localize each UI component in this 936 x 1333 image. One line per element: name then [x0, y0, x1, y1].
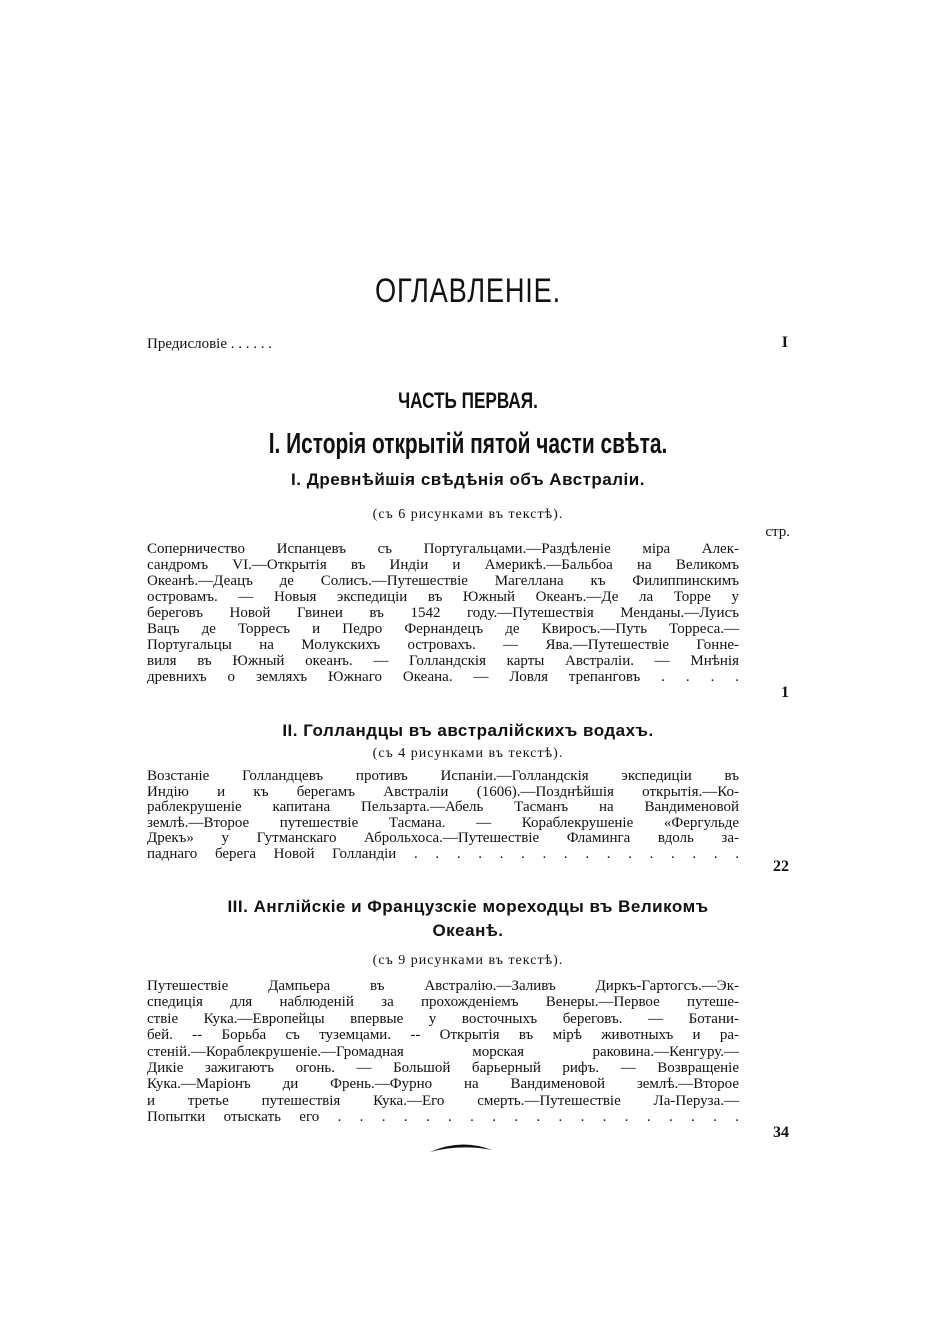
text-line: Соперничество Испанцевъ съ Португальцами.—Раздѣленіе міра Алек-: [147, 541, 739, 557]
text-line: сандромъ VI.—Открытія въ Индіи и Америкѣ.—Бальбоа на Великомъ: [147, 557, 739, 573]
text-line: Путешествіе Дампьера въ Австралію.—Заливъ Диркъ-Гартогсъ.—Эк-: [147, 978, 739, 994]
text-line: Возстаніе Голландцевъ противъ Испаніи.—Голландскія экспедиціи въ: [147, 769, 739, 784]
chapter-3-contents: [147, 978, 739, 1126]
text-line: паднаго берега Новой Голландіи . . . . . . . . . . . . . . . .: [147, 846, 739, 862]
text-line: Кука.—Маріонъ ди Френь.—Фурно на Вандименовой землѣ.—Второе: [147, 1076, 739, 1093]
text-line: Индію и къ берегамъ Австраліи (1606).—Позднѣйшія открытія.—Ко-: [147, 784, 739, 800]
page-column-label: стр.: [765, 524, 790, 540]
text-line: Португальцы на Молукскихъ островахъ. — Ява.—Путешествіе Гонне-: [147, 637, 739, 653]
text-line: раблекрушеніе капитана Пельзарта.—Абель Тасманъ на Вандименовой: [147, 800, 739, 815]
text-line: виля въ Южный океанъ. — Голландскія карты Австраліи. — Мнѣнія: [147, 653, 739, 669]
preface-page: I: [781, 334, 788, 351]
text-line: древнихъ о земляхъ Южнаго Океана. — Ловля трепанговъ . . . .: [147, 669, 739, 685]
chapter-2-page: 22: [773, 858, 789, 875]
text-line: ствіе Кука.—Европейцы впервые у восточныхъ береговъ. — Ботани-: [147, 1010, 739, 1027]
chapter-3-title-cont: Океанѣ.: [432, 921, 504, 940]
part-heading: ЧАСТЬ ПЕРВАЯ.: [398, 388, 538, 413]
text-line: Дрекъ» у Гутманскаго Аброльхоса.—Путешествіе Фламинга вдоль за-: [147, 831, 739, 846]
chapter-2-contents: [147, 769, 739, 862]
text-line: стеній.—Кораблекрушеніе.—Громадная морская раковина.—Кенгуру.—: [147, 1043, 739, 1060]
ornament-swash-icon: [428, 1140, 494, 1154]
chapter-1-page: 1: [781, 684, 789, 701]
text-line: Вацъ де Торресъ и Педро Фернандецъ де Квиросъ.—Путь Торреса.—: [147, 621, 739, 637]
chapter-3-page: 34: [773, 1124, 789, 1141]
text-line: Попытки отыскать его . . . . . . . . . . . . . . . . . . .: [147, 1109, 739, 1126]
text-line: бей. -- Борьба съ туземцами. -- Открытія въ мірѣ животныхъ и ра-: [147, 1027, 739, 1044]
book-heading: I. Исторія открытій пятой части свѣта.: [268, 428, 668, 460]
text-line: спедиція для наблюденій за прохожденіемъ Венеры.—Первое путеше-: [147, 994, 739, 1011]
chapter-1-subtitle: (съ 6 рисунками въ текстѣ).: [372, 507, 564, 522]
text-line: и третье путешествія Кука.—Его смерть.—Путешествіе Ла-Перуза.—: [147, 1092, 739, 1109]
chapter-2-title: II. Голландцы въ австралійскихъ водахъ.: [282, 721, 654, 740]
text-line: Океанѣ.—Деацъ де Солисъ.—Путешествіе Магеллана къ Филиппинскимъ: [147, 573, 739, 589]
chapter-1-contents: [147, 541, 739, 685]
chapter-3-title: III. Англійскіе и Французскіе мореходцы въ Великомъ: [227, 897, 709, 916]
page-title: ОГЛАВЛЕНІЕ.: [375, 272, 561, 310]
text-line: землѣ.—Второе путешествіе Тасмана. — Кораблекрушеніе «Фергульде: [147, 815, 739, 831]
chapter-2-subtitle: (съ 4 рисунками въ текстѣ).: [372, 746, 564, 761]
text-line: береговъ Новой Гвинеи въ 1542 году.—Путешествія Менданы.—Луисъ: [147, 605, 739, 621]
preface-entry: Предисловіе . . . . . .: [147, 336, 273, 352]
text-line: островамъ. — Новыя экспедиціи въ Южный Океанъ.—Де ла Торре у: [147, 589, 739, 605]
chapter-1-title: I. Древнѣйшія свѣдѣнія объ Австраліи.: [291, 470, 645, 489]
text-line: Дикіе зажигаютъ огонь. — Большой барьерный рифъ. — Возвращеніе: [147, 1060, 739, 1077]
chapter-3-subtitle: (съ 9 рисунками въ текстѣ).: [372, 953, 564, 968]
